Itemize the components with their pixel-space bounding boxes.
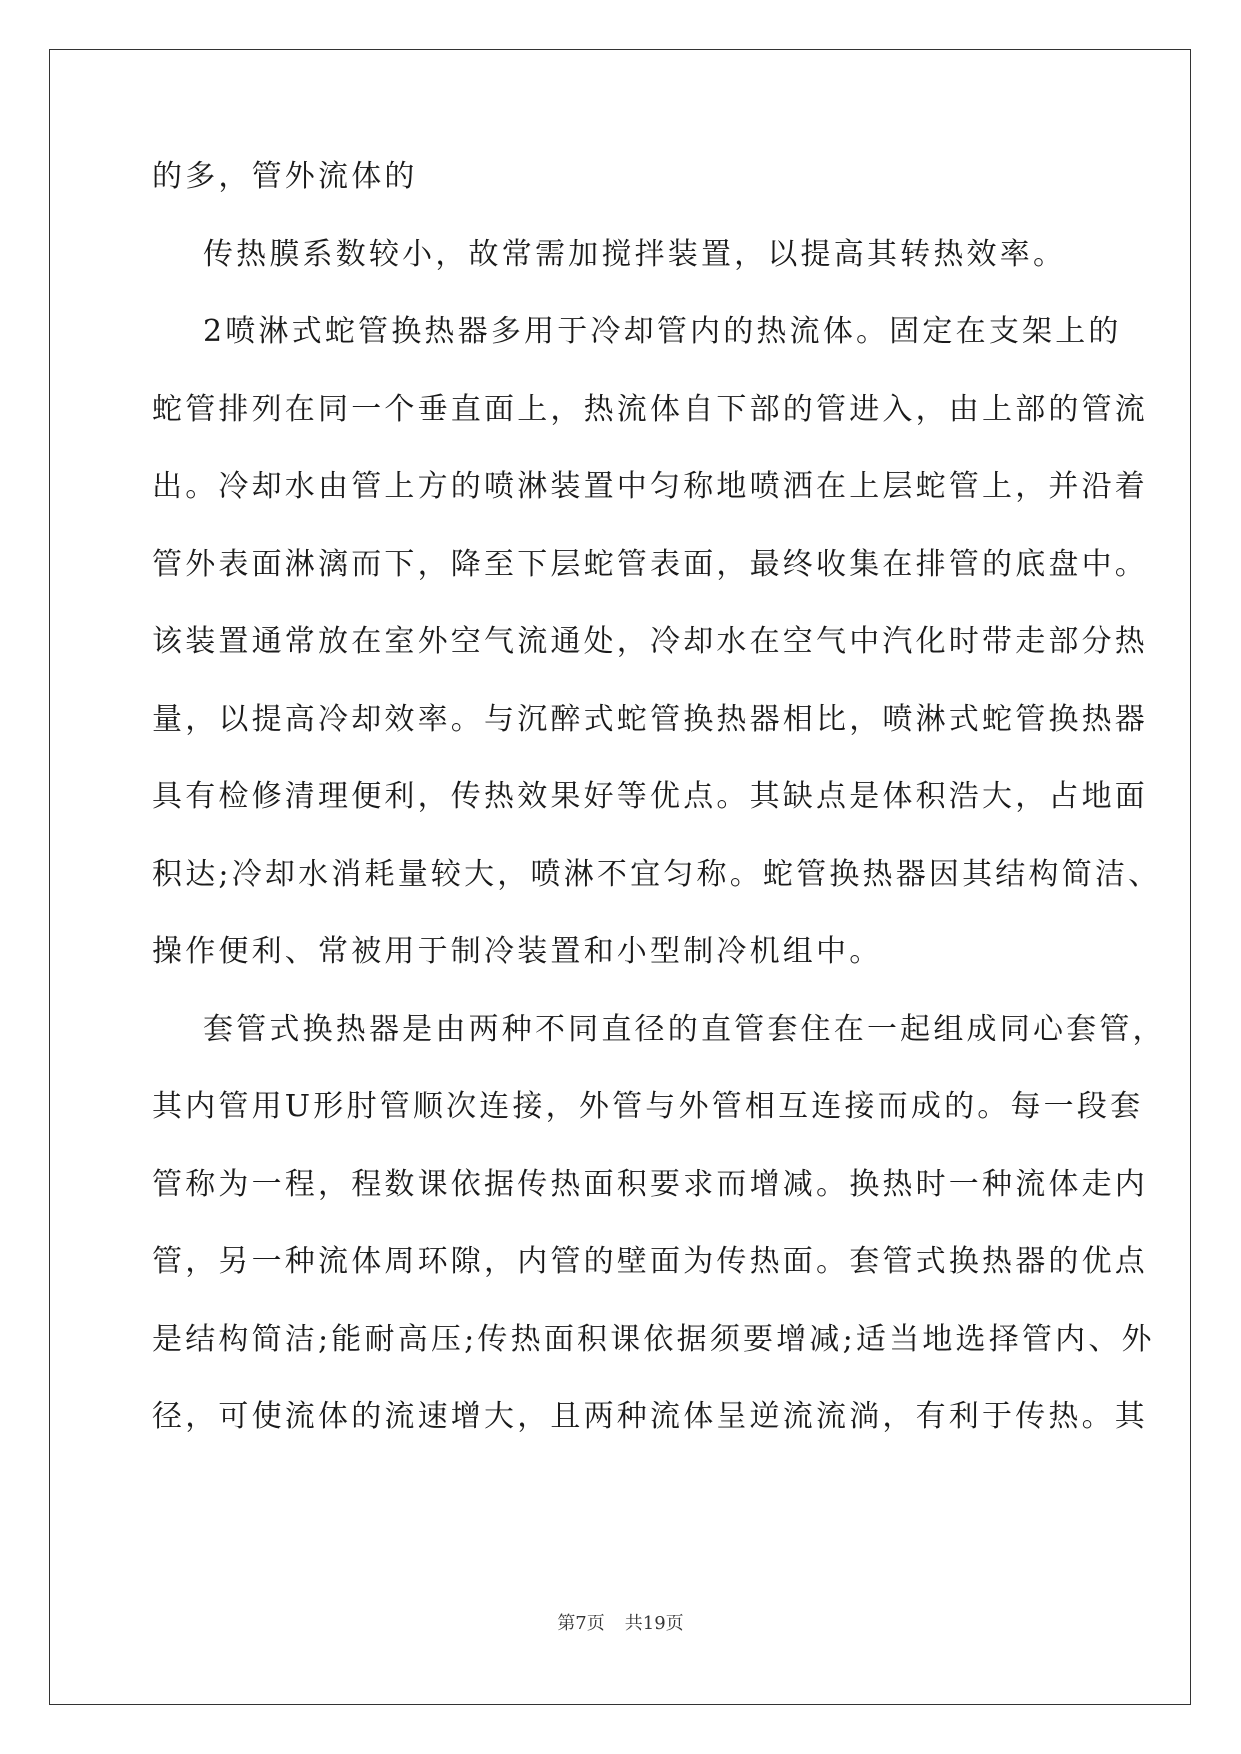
text-line-1: 的多，管外流体的 xyxy=(152,159,418,194)
text-line-13: 其内管用U形肘管顺次连接，外管与外管相互连接而成的。每一段套 xyxy=(152,1089,1144,1124)
text-line-14: 管称为一程，程数课依据传热面积要求而增减。换热时一种流体走内 xyxy=(152,1166,1148,1202)
text-line-5: 出。冷却水由管上方的喷淋装置中匀称地喷洒在上层蛇管上，并沿着 xyxy=(152,469,1148,504)
text-line-7: 该装置通常放在室外空气流通处，冷却水在空气中汽化时带走部分热 xyxy=(152,624,1148,659)
text-line-12: 套管式换热器是由两种不同直径的直管套住在一起组成同心套管， xyxy=(152,1011,1166,1047)
text-line-17: 径，可使流体的流速增大，且两种流体呈逆流流淌，有利于传热。其 xyxy=(152,1399,1148,1434)
text-line-2: 传热膜系数较小，故常需加搅拌装置，以提高其转热效率。 xyxy=(152,236,1067,272)
text-line-8: 量，以提高冷却效率。与沉醉式蛇管换热器相比，喷淋式蛇管换热器 xyxy=(152,701,1148,737)
text-line-11: 操作便利、常被用于制冷装置和小型制冷机组中。 xyxy=(152,934,883,969)
text-line-10: 积达;冷却水消耗量较大，喷淋不宜匀称。蛇管换热器因其结构简洁、 xyxy=(152,856,1162,892)
text-line-16: 是结构简洁;能耐高压;传热面积课依据须要增减;适当地选择管内、外 xyxy=(152,1321,1155,1357)
text-line-6: 管外表面淋漓而下，降至下层蛇管表面，最终收集在排管的底盘中。 xyxy=(152,546,1148,582)
page-footer xyxy=(0,1612,1241,1636)
text-line-3: 2喷淋式蛇管换热器多用于冷却管内的热流体。固定在支架上的 xyxy=(152,314,1122,349)
text-line-9: 具有检修清理便利，传热效果好等优点。其缺点是体积浩大，占地面 xyxy=(152,779,1148,814)
page-total: 共19页 xyxy=(624,1613,684,1634)
page-number: 第7页 xyxy=(557,1613,605,1634)
text-line-4: 蛇管排列在同一个垂直面上，热流体自下部的管进入，由上部的管流 xyxy=(152,391,1148,427)
text-line-15: 管，另一种流体周环隙，内管的壁面为传热面。套管式换热器的优点 xyxy=(152,1244,1148,1279)
document-body xyxy=(152,159,1166,1477)
